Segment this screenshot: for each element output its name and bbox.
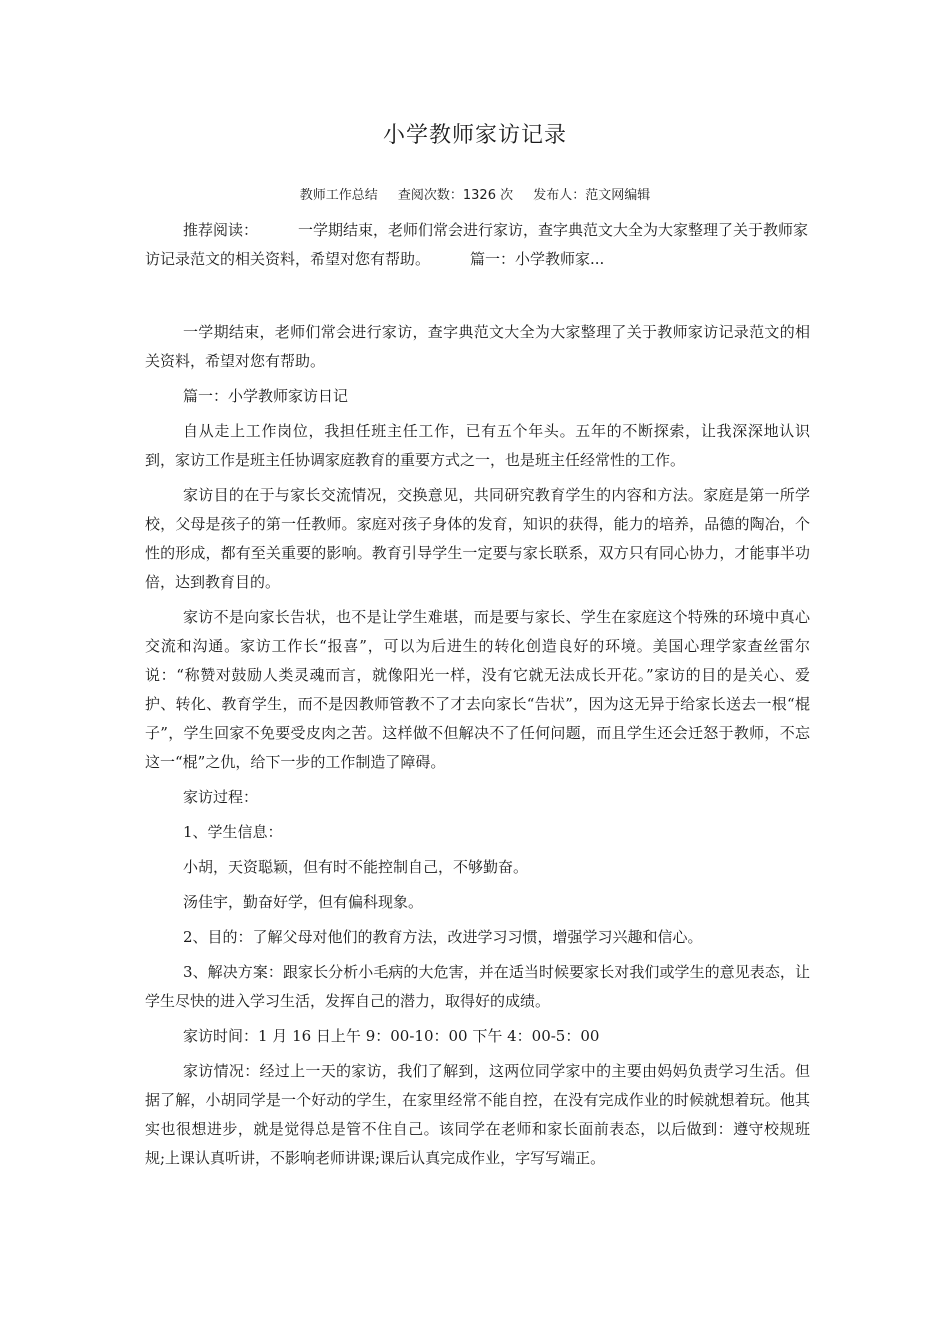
paragraph: 家访目的在于与家长交流情况，交换意见，共同研究教育学生的内容和方法。家庭是第一所学校，父母是孩子的第一任教师。家庭对孩子身体的发育，知识的获得，能力的培养，品德的陶冶，个性的形成，都有至关重要的影响。教育引导学生一定要与家长联系，双方只有同心协力，才能事半功倍，达到教育目的。 — [145, 486, 810, 591]
paragraph: 3、解决方案：跟家长分析小毛病的大危害，并在适当时候要家长对我们或学生的意见表态，让学生尽快的进入学习生活，发挥自己的潜力，取得好的成绩。 — [145, 963, 810, 1010]
paragraph: 家访不是向家长告状，也不是让学生难堪，而是要与家长、学生在家庭这个特殊的环境中真心交流和沟通。家访工作长“报喜”，可以为后进生的转化创造良好的环境。美国心理学家查丝雷尔说：“称赞对鼓励人类灵魂而言，就像阳光一样，没有它就无法成长开花。”家访的目的是关心、爱护、转化、教育学生，而不是因教师管教不了才去向家长“告状”，因为这无异于给家长送去一根“棍子”，学生回家不免要受皮肉之苦。这样做不但解决不了任何问题，而且学生还会迁怒于教师，不忘这一“棍”之仇，给下一步的工作制造了障碍。 — [145, 608, 810, 771]
meta-views: 查阅次数：1326 次 — [397, 188, 514, 203]
recommended-reading — [145, 216, 810, 274]
paragraph: 一学期结束，老师们常会进行家访，查字典范文大全为大家整理了关于教师家访记录范文的相关资料，希望对您有帮助。 — [145, 323, 810, 370]
meta-category: 教师工作总结 — [299, 188, 378, 203]
recommend-label: 推荐阅读： — [183, 221, 259, 239]
article-meta — [0, 184, 950, 203]
paragraph: 小胡，天资聪颖，但有时不能控制自己，不够勤奋。 — [183, 858, 529, 876]
recommend-text: 一学期结束，老师们常会进行家访，查字典范文大全为大家整理了关于教师家访记录范文的相关资料，希望对您有帮助。 — [145, 221, 809, 268]
meta-publisher: 发布人：范文网编辑 — [533, 188, 651, 203]
paragraph: 家访时间：1 月 16 日上午 9：00-10：00 下午 4：00-5：00 — [183, 1027, 600, 1045]
page-title: 小学教师家访记录 — [382, 123, 567, 148]
paragraph: 家访过程： — [183, 788, 259, 806]
paragraph: 汤佳宇，勤奋好学，但有偏科现象。 — [183, 893, 424, 911]
article-body — [145, 318, 810, 1179]
paragraph: 自从走上工作岗位，我担任班主任工作，已有五个年头。五年的不断探索，让我深深地认识到，家访工作是班主任协调家庭教育的重要方式之一，也是班主任经常性的工作。 — [145, 422, 810, 469]
paragraph: 篇一：小学教师家访日记 — [183, 387, 349, 405]
paragraph: 2、目的：了解父母对他们的教育方法，改进学习习惯，增强学习兴趣和信心。 — [183, 928, 703, 946]
recommend-tail: 篇一：小学教师家... — [470, 250, 605, 268]
paragraph: 家访情况：经过上一天的家访，我们了解到，这两位同学家中的主要由妈妈负责学习生活。但据了解，小胡同学是一个好动的学生，在家里经常不能自控，在没有完成作业的时候就想着玩。他其实也很想进步，就是觉得总是管不住自己。该同学在老师和家长面前表态，以后做到：遵守校规班规;上课认真听讲，不影响老师讲课;课后认真完成作业，字写写端正。 — [145, 1062, 810, 1167]
paragraph: 1、学生信息： — [183, 823, 283, 841]
